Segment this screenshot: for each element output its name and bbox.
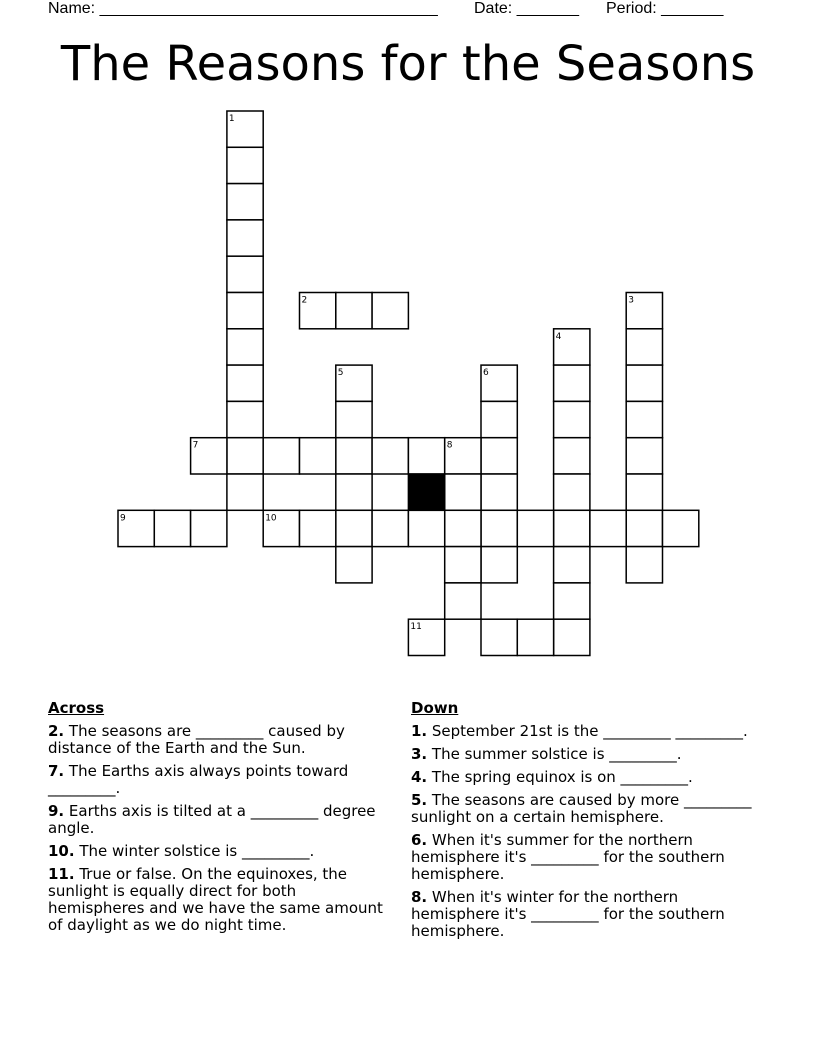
across-heading: Across — [48, 699, 105, 717]
grid-cell[interactable] — [554, 583, 590, 619]
grid-cell[interactable] — [517, 619, 553, 655]
grid-cell[interactable] — [300, 510, 336, 546]
grid-cell[interactable] — [263, 438, 299, 474]
clue-number: 9 — [120, 513, 126, 524]
page-title: The Reasons for the Seasons — [60, 36, 756, 92]
grid-cell[interactable] — [554, 474, 590, 510]
grid-cell[interactable] — [372, 438, 408, 474]
clue-text: Earths axis is tilted at a _________ degree angle. — [48, 802, 376, 837]
clue-number-label: 11. — [48, 865, 75, 883]
grid-cell[interactable] — [336, 293, 372, 329]
across-clues — [48, 700, 393, 940]
clue-number-label: 7. — [48, 762, 65, 780]
down-clue — [411, 889, 771, 940]
clue-text: The seasons are _________ caused by distance of the Earth and the Sun. — [48, 722, 345, 757]
grid-cell[interactable] — [445, 547, 481, 583]
grid-cell[interactable] — [554, 401, 590, 437]
grid-cell[interactable] — [227, 220, 263, 256]
clue-number-label: 8. — [411, 888, 428, 906]
across-clue — [48, 843, 393, 860]
clue-text: When it's summer for the northern hemisphere it's _________ for the southern hemisphere. — [411, 831, 725, 883]
grid-cell[interactable] — [626, 438, 662, 474]
grid-cell[interactable] — [445, 474, 481, 510]
clue-text: True or false. On the equinoxes, the sunlight is equally direct for both hemispheres and we have the same amount of daylight as we do night time. — [48, 865, 383, 934]
grid-cell[interactable] — [300, 438, 336, 474]
grid-cell[interactable] — [227, 329, 263, 365]
across-clue — [48, 723, 393, 757]
grid-cell[interactable] — [481, 547, 517, 583]
down-clue — [411, 769, 771, 786]
clue-text: September 21st is the _________ _________. — [427, 722, 748, 740]
across-clue — [48, 763, 393, 797]
grid-cell[interactable] — [154, 510, 190, 546]
grid-cell[interactable] — [227, 184, 263, 220]
grid-cell[interactable] — [554, 619, 590, 655]
grid-cell[interactable] — [517, 510, 553, 546]
grid-cell[interactable] — [408, 438, 444, 474]
grid-cell[interactable] — [336, 401, 372, 437]
grid-cell[interactable] — [481, 510, 517, 546]
across-clue — [48, 803, 393, 837]
grid-cell[interactable] — [227, 293, 263, 329]
clue-text: The summer solstice is _________. — [427, 745, 682, 763]
clue-number-label: 6. — [411, 831, 428, 849]
clue-number-label: 9. — [48, 802, 65, 820]
grid-cell[interactable] — [445, 510, 481, 546]
clue-number: 6 — [483, 368, 489, 379]
down-clues — [411, 700, 771, 946]
clue-number-label: 3. — [411, 745, 428, 763]
clue-number: 4 — [555, 331, 562, 342]
down-clue — [411, 746, 771, 763]
grid-cell[interactable] — [408, 510, 444, 546]
grid-cell[interactable] — [372, 293, 408, 329]
name-field-label: Name: ______________________________________ — [48, 0, 438, 17]
grid-cell[interactable] — [227, 401, 263, 437]
grid-cell[interactable] — [554, 510, 590, 546]
grid-cell[interactable] — [626, 329, 662, 365]
grid-cell[interactable] — [626, 365, 662, 401]
grid-cell[interactable] — [626, 510, 662, 546]
clue-number-label: 2. — [48, 722, 65, 740]
down-clue — [411, 723, 771, 740]
date-field-label: Date: _______ — [474, 0, 579, 17]
grid-cell[interactable] — [626, 474, 662, 510]
down-clue — [411, 792, 771, 826]
clue-number-label: 1. — [411, 722, 428, 740]
clue-number: 7 — [192, 440, 199, 451]
clue-number: 10 — [265, 513, 277, 524]
grid-cell[interactable] — [336, 438, 372, 474]
grid-cell[interactable] — [554, 547, 590, 583]
grid-cell[interactable] — [481, 474, 517, 510]
clue-number: 3 — [628, 295, 634, 306]
grid-cell[interactable] — [372, 510, 408, 546]
clue-number: 8 — [446, 440, 453, 451]
clue-number: 5 — [337, 368, 344, 379]
clue-number-label: 10. — [48, 842, 75, 860]
grid-cell[interactable] — [227, 474, 263, 510]
clue-number: 11 — [410, 622, 422, 633]
clue-number-label: 4. — [411, 768, 428, 786]
period-field-label: Period: _______ — [606, 0, 724, 17]
clue-number-label: 5. — [411, 791, 428, 809]
grid-cell[interactable] — [227, 438, 263, 474]
grid-cell[interactable] — [554, 438, 590, 474]
clue-text: The winter solstice is _________. — [74, 842, 315, 860]
clue-text: The spring equinox is on _________. — [427, 768, 693, 786]
grid-cell[interactable] — [626, 547, 662, 583]
grid-cell[interactable] — [445, 583, 481, 619]
grid-cell[interactable] — [626, 401, 662, 437]
across-clue — [48, 866, 393, 934]
grid-cell[interactable] — [590, 510, 626, 546]
grid-cell[interactable] — [663, 510, 699, 546]
grid-cell[interactable] — [227, 256, 263, 292]
grid-cell[interactable] — [336, 510, 372, 546]
grid-cell[interactable] — [227, 365, 263, 401]
grid-cell[interactable] — [481, 619, 517, 655]
grid-cell[interactable] — [336, 474, 372, 510]
down-clue — [411, 832, 771, 883]
grid-cell[interactable] — [481, 401, 517, 437]
grid-cell[interactable] — [554, 365, 590, 401]
clue-number: 2 — [301, 295, 308, 306]
clue-text: The Earths axis always points toward _________. — [48, 762, 349, 797]
grid-cell[interactable] — [191, 510, 227, 546]
grid-cell[interactable] — [481, 438, 517, 474]
down-heading: Down — [411, 699, 459, 717]
clue-text: When it's winter for the northern hemisphere it's _________ for the southern hemisphere. — [411, 888, 725, 940]
clue-text: The seasons are caused by more _________ sunlight on a certain hemisphere. — [411, 791, 752, 826]
black-cell — [408, 474, 444, 510]
grid-cell[interactable] — [227, 147, 263, 183]
grid-cell[interactable] — [336, 547, 372, 583]
clue-number: 1 — [228, 114, 235, 124]
